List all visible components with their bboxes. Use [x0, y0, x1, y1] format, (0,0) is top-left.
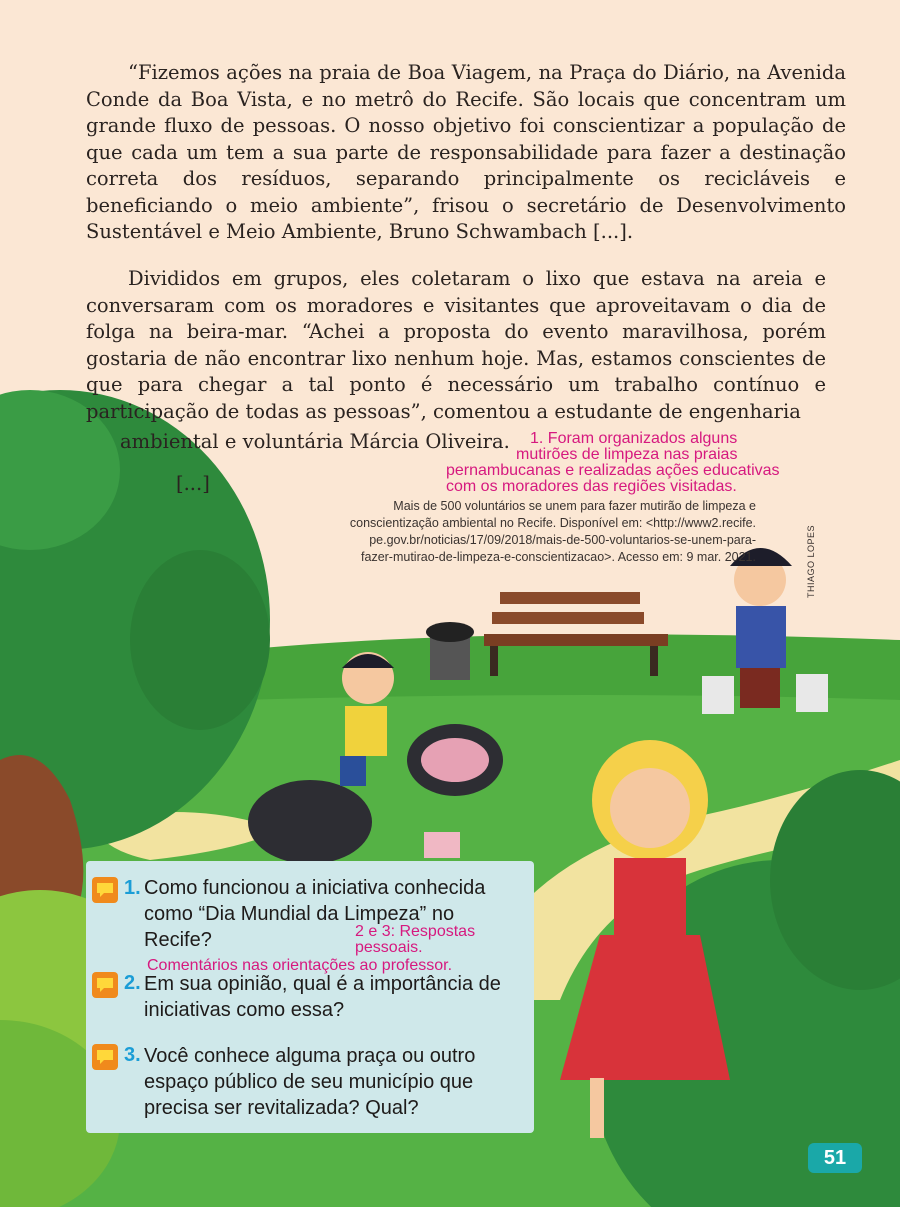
answer23-line1: 2 e 3: Respostas	[355, 923, 476, 940]
speech-bubble-icon	[92, 1044, 118, 1070]
question-3-number: 3.	[124, 1044, 141, 1066]
page-number: 51	[808, 1143, 862, 1173]
teacher-answer-2-3	[355, 924, 535, 956]
source-line2: conscientização ambiental no Recife. Disponível em: <http://www2.recife.	[349, 516, 756, 530]
source-citation	[248, 498, 756, 566]
answer23-line2: pessoais.	[355, 939, 423, 956]
source-line1: Mais de 500 voluntários se unem para fazer mutirão de limpeza e	[393, 499, 756, 513]
question-2-number: 2.	[124, 972, 141, 994]
teacher-answer-2-3-comment: Comentários nas orientações ao professor.	[147, 957, 453, 974]
illustration-credit: THIAGO LOPES	[806, 524, 816, 598]
tree-canopy-left-mid	[130, 550, 270, 730]
answer1-line3: pernambucanas e realizadas ações educativas	[446, 462, 780, 479]
speech-bubble-icon	[92, 972, 118, 998]
speech-bubble-icon	[92, 877, 118, 903]
source-line4: fazer-mutirao-de-limpeza-e-conscientizacao>. Acesso em: 9 mar. 2021.	[361, 550, 756, 564]
source-line3: pe.gov.br/noticias/17/09/2018/mais-de-500-voluntarios-se-unem-para-	[369, 533, 756, 547]
paint-bucket	[424, 832, 460, 858]
quote-paragraph-2-last-line: ambiental e voluntária Márcia Oliveira.	[120, 430, 510, 453]
question-1-number: 1.	[124, 877, 141, 899]
quote-paragraph-2: Divididos em grupos, eles coletaram o lixo que estava na areia e conversaram com os moradores e visitantes que aproveitavam o dia de folga na beira-mar. “Achei a proposta do evento maravilhosa, porém gostaria de não encontrar lixo nenhum hoje. Mas, estamos conscientes de que para chegar a tal ponto é necessário um trabalho contínuo e participação de todas as pessoas”, comentou a estudante de engenharia	[86, 267, 826, 423]
question-2-text: Em sua opinião, qual é a importância de iniciativas como essa?	[144, 973, 501, 1021]
answer1-line1: 1. Foram organizados alguns	[530, 430, 738, 447]
teacher-answer-1	[446, 431, 846, 495]
trash-can	[426, 622, 474, 680]
quote-ellipsis: [...]	[176, 472, 210, 495]
answer1-line2: mutirões de limpeza nas praias	[516, 446, 738, 463]
quote-paragraph-1: “Fizemos ações na praia de Boa Viagem, na Praça do Diário, na Avenida Conde da Boa Vista, e no metrô do Recife. São locais que concentram um grande fluxo de pessoas. O nosso objetivo foi conscientizar a população de que cada um tem a sua parte de responsabilidade para fazer a destinação correta dos resíduos, separando principalmente os recicláveis e beneficiando o meio ambiente”, frisou o secretário de Desenvolvimento Sustentável e Meio Ambiente, Bruno Schwambach [...].	[86, 61, 846, 243]
question-1-text: Como funcionou a iniciativa conhecida como “Dia Mundial da Limpeza” no Recife?	[144, 877, 486, 951]
question-3-text: Você conhece alguma praça ou outro espaço público de seu município que precisa ser revitalizada? Qual?	[144, 1045, 476, 1119]
answer1-line4: com os moradores das regiões visitadas.	[446, 478, 737, 495]
